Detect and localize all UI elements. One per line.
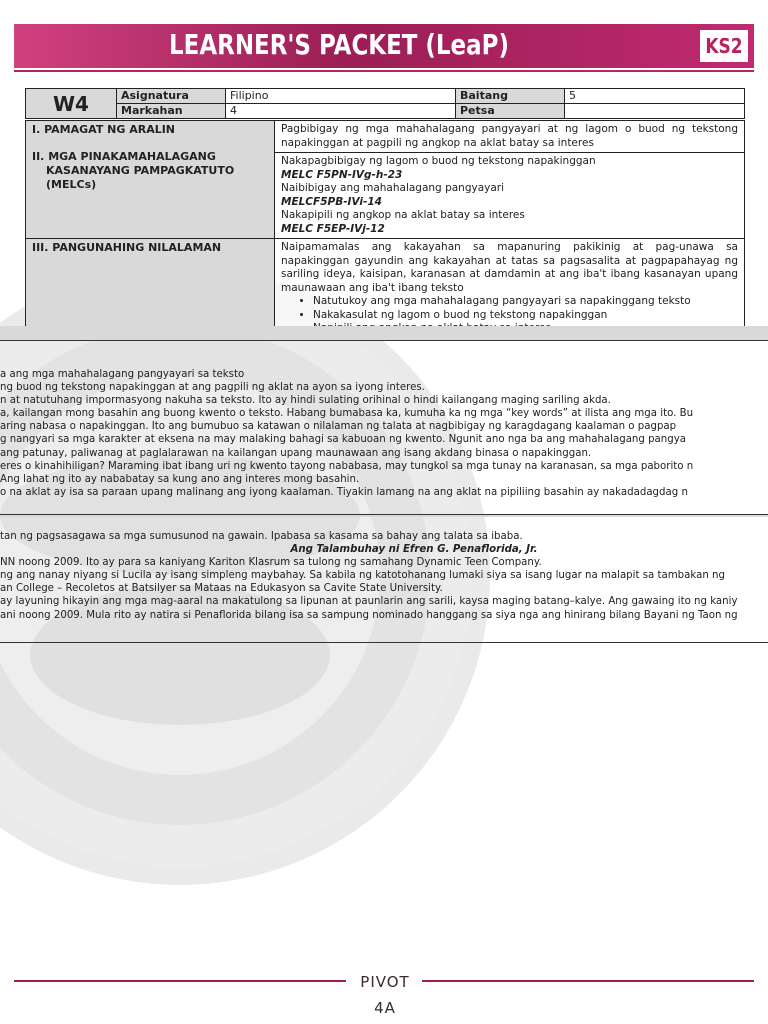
content-list-item: • Natutukoy ang mga mahahalagang pangyayari sa napakinggang teksto bbox=[313, 295, 738, 309]
section-separator bbox=[0, 515, 768, 517]
lesson-body-text bbox=[0, 368, 768, 499]
body-line: n at natutuhang impormasyong nakuha sa teksto. Ito ay hindi sulating orihinal o hindi kailangang maging sariling akda. bbox=[0, 395, 611, 407]
melc-code: MELC F5PN-IVg-h-23 bbox=[281, 168, 403, 181]
quarter-value: 4 bbox=[226, 104, 456, 119]
grade-label: Baitang bbox=[456, 89, 565, 104]
melc-text: Nakapipili ng angkop na aklat batay sa interes bbox=[281, 209, 525, 221]
body-line: a ang mga mahahalagang pangyayari sa teksto bbox=[0, 369, 245, 380]
header-banner bbox=[14, 24, 754, 68]
body-line: eres o kinahihiligan? Maraming ibat ibang uri ng kwento tayong nababasa, may tungkol sa mga tunay na karanasan, sa mga paborito n bbox=[0, 460, 694, 472]
subject-value: Filipino bbox=[226, 89, 456, 104]
melc-text: Nakapagbibigay ng lagom o buod ng tekstong napakinggan bbox=[281, 155, 596, 167]
grade-value: 5 bbox=[565, 89, 745, 104]
melcs-cell bbox=[275, 153, 745, 239]
body-line: o na aklat ay isa sa paraan upang malinang ang iyong kaalaman. Tiyakin lamang na ang aklat na pipiliing basahin ay nakadadagdag n bbox=[0, 486, 688, 498]
footer-rule-right bbox=[422, 980, 754, 982]
story-line: NN noong 2009. Ito ay para sa kaniyang Kariton Klasrum sa tulong ng samahang Dynamic Teen Company. bbox=[0, 557, 542, 569]
body-line: a, kailangan mong basahin ang buong kwento o teksto. Habang bumabasa ka, kumuha ka ng mga “key words” at ilista ang mga ito. Bu bbox=[0, 408, 694, 420]
header-rule bbox=[14, 70, 754, 72]
story-line: an College – Recoletos at Batsilyer sa Mataas na Edukasyon sa Cavite State University. bbox=[0, 583, 443, 595]
content-cell bbox=[275, 239, 745, 339]
melcs-label-line1: II. MGA PINAKAMAHALAGANG bbox=[32, 150, 216, 163]
pivot-logo: PIVOT 4A bbox=[360, 973, 410, 1017]
section-separator bbox=[0, 326, 768, 340]
date-label: Petsa bbox=[456, 104, 565, 119]
melc-code: MELCF5PB-IVi-14 bbox=[281, 195, 382, 208]
melc-code: MELC F5EP-IVj-12 bbox=[281, 222, 385, 235]
body-line: g nangyari sa mga karakter at eksena na may malaking bahagi sa kabuoan ng kwento. Ngunit ano nga ba ang mahahalagang pangya bbox=[0, 434, 686, 446]
info-table bbox=[25, 88, 745, 119]
content-list-item: • Nakakasulat ng lagom o buod ng tekstong napakinggan bbox=[313, 309, 738, 323]
activity-section bbox=[0, 530, 768, 622]
body-line: Ang lahat ng ito ay nababatay sa kung ano ang interes mong basahin. bbox=[0, 473, 360, 485]
lesson-title-label: I. PAMAGAT NG ARALIN bbox=[32, 123, 176, 136]
lesson-left-cell bbox=[26, 121, 275, 239]
footer-rule-left bbox=[14, 980, 346, 982]
melc-text: Naibibigay ang mahahalagang pangyayari bbox=[281, 182, 505, 194]
activity-instruction: tan ng pagsasagawa sa mga sumusunod na gawain. Ipabasa sa kasama sa bahay ang talata sa ibaba. bbox=[0, 531, 523, 542]
story-title: Ang Talambuhay ni Efren G. Penaflorida, Jr. bbox=[290, 544, 538, 556]
quarter-label: Markahan bbox=[117, 104, 226, 119]
divider-line bbox=[0, 340, 768, 341]
melcs-label-line3: (MELCs) bbox=[46, 178, 97, 191]
subject-label: Asignatura bbox=[117, 89, 226, 104]
story-line: ani noong 2009. Mula rito ay natira si Penaflorida bilang isa sa sampung nominado hanggang sa siya nga ang hinirang bilang Bayani ng Taon ng bbox=[0, 609, 738, 621]
date-value bbox=[565, 104, 745, 119]
story-line: ng ang nanay niyang si Lucila ay isang simpleng maybahay. Sa kabila ng katotohanang lumaki siya sa isang lugar na malapit sa tambakan ng bbox=[0, 570, 725, 582]
week-cell: W4 bbox=[26, 89, 117, 119]
body-line: ng buod ng tekstong napakinggan at ang pagpili ng aklat na ayon sa iyong interes. bbox=[0, 382, 425, 394]
content-label: III. PANGUNAHING NILALAMAN bbox=[26, 239, 275, 339]
lesson-title-text: Pagbibigay ng mga mahahalagang pangyayari at ng lagom o buod ng tekstong napakinggan at pagpili ng angkop na aklat batay sa interes bbox=[275, 121, 745, 153]
divider-line bbox=[0, 642, 768, 643]
lesson-table bbox=[25, 120, 745, 339]
content-text: Naipamamalas ang kakayahan sa mapanuring pakikinig at pag-unawa sa napakinggan gayundin ang kakayahan at tatas sa pagsasalita at pagpapahayag ng sariling ideya, kaisipan, karanasan at damdamin at ang iba't ibang kasanayan upang maunawaan ang iba't ibang teksto bbox=[281, 241, 738, 294]
body-line: aring nabasa o napakinggan. Ito ang bumubuo sa katawan o nilalaman ng talata at nagbibigay ng karagdagang kaalaman o pagpap bbox=[0, 421, 677, 433]
story-line: ay layuning hikayin ang mga mag-aaral na makatulong sa lipunan at paunlarin ang sarili, kaysa maging batang–kalye. Ang gawaing ito ng kaniy bbox=[0, 596, 738, 608]
melcs-label-line2: KASANAYANG PAMPAGKATUTO bbox=[46, 164, 235, 177]
page-title: LEARNER'S PACKET (LeaP) bbox=[169, 28, 509, 61]
grade-tag: KS2 bbox=[705, 34, 743, 58]
body-line: ang patunay, paliwanag at paglalarawan na kailangan upang maunawaan ang isang akdang binasa o napakinggan. bbox=[0, 447, 592, 459]
